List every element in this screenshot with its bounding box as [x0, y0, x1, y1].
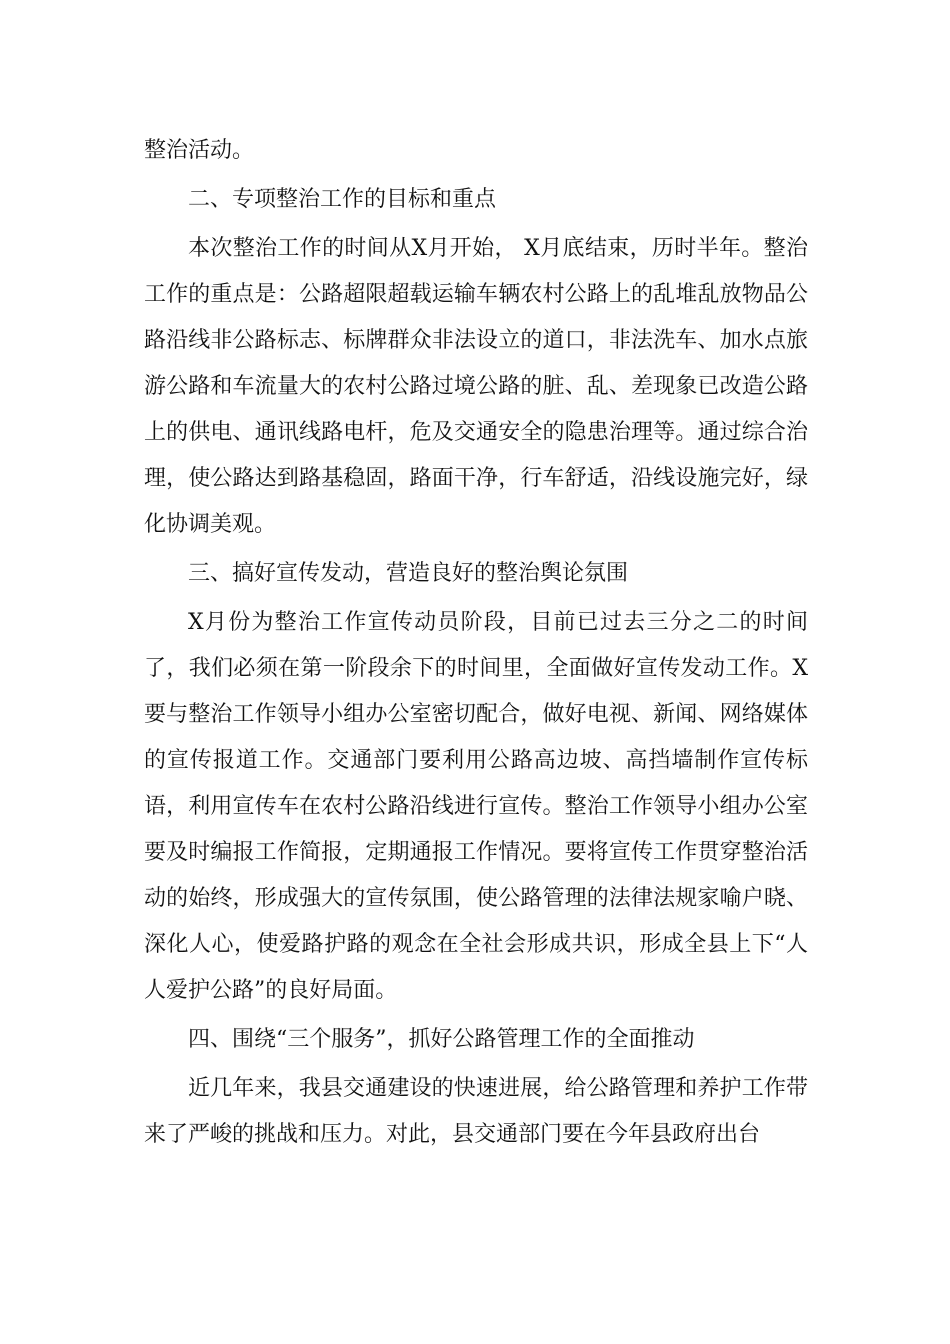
body-paragraph: 近几年来，我县交通建设的快速进展，给公路管理和养护工作带来了严峻的挑战和压力。对此，县交通部门要在今年县政府出台: [144, 1076, 808, 1147]
section-heading-2: 二、专项整治工作的目标和重点: [188, 187, 497, 212]
body-paragraph: X月份为整治工作宣传动员阶段，目前已过去三分之二的时间了，我们必须在第一阶段余下的时间里，全面做好宣传发动工作。X要与整治工作领导小组办公室密切配合，做好电视、新闻、网络媒体的宣传报道工作。交通部门要利用公路高边坡、高挡墙制作宣传标语，利用宣传车在农村公路沿线进行宣传。整治工作领导小组办公室要及时编报工作简报，定期通报工作情况。要将宣传工作贯穿整治活动的始终，形成强大的宣传氛围，使公路管理的法律法规家喻户晓、深化人心，使爱路护路的观念在全社会形成共识，形成全县上下“人人爱护公路”的良好局面。: [144, 610, 808, 1003]
body-paragraph: 本次整治工作的时间从X月开始， X月底结束，历时半年。整治工作的重点是：公路超限超载运输车辆农村公路上的乱堆乱放物品公路沿线非公路标志、标牌群众非法设立的道口，非法洗车、加水点旅游公路和车流量大的农村公路过境公路的脏、乱、差现象已改造公路上的供电、通讯线路电杆，危及交通安全的隐患治理等。通过综合治理，使公路达到路基稳固，路面干净，行车舒适，沿线设施完好，绿化协调美观。: [144, 236, 808, 537]
document-page: [144, 128, 808, 1161]
section-heading-3: 三、搞好宣传发动，营造良好的整治舆论氛围: [188, 561, 629, 586]
paragraph-continuation: 整治活动。: [144, 138, 255, 163]
section-heading-4: 四、围绕“三个服务”，抓好公路管理工作的全面推动: [188, 1027, 695, 1052]
